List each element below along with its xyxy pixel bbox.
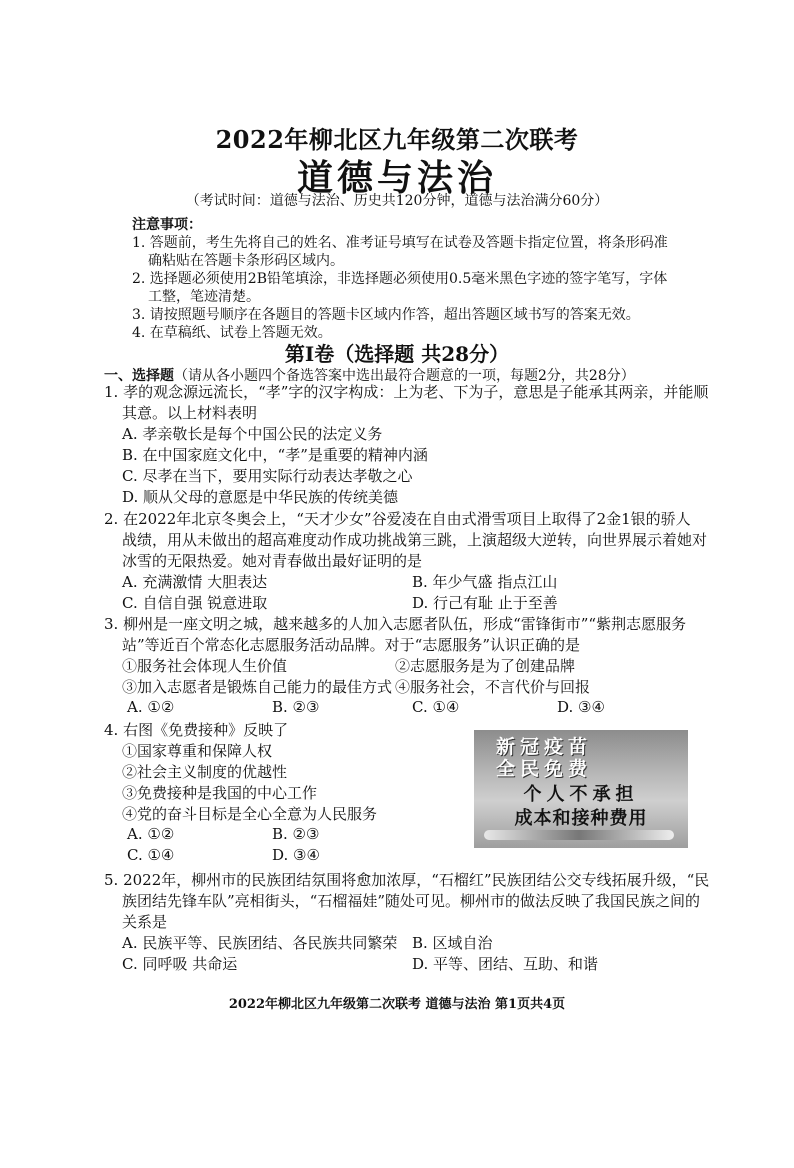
question-5-stem: 族团结先锋车队”亮相街头，“石榴福娃”随处可见。柳州市的做法反映了我国民族之间的 <box>122 892 701 910</box>
notice-line: 1. 答题前，考生先将自己的姓名、准考证号填写在试卷及答题卡指定位置，将条形码准 <box>132 235 668 251</box>
exam-info: （考试时间：道德与法治、历史共120分钟，道德与法治满分60分） <box>185 193 609 209</box>
page-footer: 2022年柳北区九年级第二次联考 道德与法治 第1页共4页 <box>228 997 566 1012</box>
notice-line: 确粘贴在答题卡条形码区域内。 <box>148 253 344 269</box>
question-5-stem: 5. 2022年，柳州市的民族团结氛围将愈加浓厚，“石榴红”民族团结公交专线拓展升级，“民 <box>104 871 710 889</box>
notice-line: 3. 请按照题号顺序在各题目的答题卡区域内作答，超出答题区域书写的答案无效。 <box>132 307 640 323</box>
poster-line-1: 新冠疫苗 <box>496 736 593 758</box>
question-4-item-4: ④党的奋斗目标是全心全意为人民服务 <box>122 805 378 823</box>
question-2-option-c: C. 自信自强 锐意进取 <box>122 594 268 612</box>
poster-line-3: 个人不承担 <box>523 784 639 805</box>
part-label: 一、选择题 <box>104 368 174 384</box>
question-3-item-1: ①服务社会体现人生价值 <box>122 657 288 675</box>
question-1-option-c: C. 尽孝在当下，要用实际行动表达孝敬之心 <box>122 467 413 485</box>
notice-heading: 注意事项： <box>132 217 202 233</box>
syringe-image <box>484 830 674 840</box>
question-5-option-d: D. 平等、团结、互助、和谐 <box>412 955 599 973</box>
section-title: 第Ⅰ卷（选择题 共28分） <box>284 342 510 366</box>
question-3-option-d: D. ③④ <box>557 698 605 716</box>
question-3-item-2: ②志愿服务是为了创建品牌 <box>395 657 576 675</box>
question-1-stem: 1. 孝的观念源远流长，“孝”字的汉字构成：上为老、下为子，意思是子能承其两亲，并能顺 <box>104 383 709 401</box>
question-2-stem: 2. 在2022年北京冬奥会上，“天才少女”谷爱凌在自由式滑雪项目上取得了2金1银的骄人 <box>104 510 691 528</box>
question-3-stem: 3. 柳州是一座文明之城，越来越多的人加入志愿者队伍，形成“雷锋街市”“紫荆志愿服务 <box>104 615 687 633</box>
question-3-item-3: ③加入志愿者是锻炼自己能力的最佳方式 <box>122 678 393 696</box>
question-3-stem: 站”等近百个常态化志愿服务活动品牌。对于“志愿服务”认识正确的是 <box>122 636 581 654</box>
question-3-option-a: A. ①② <box>127 698 175 716</box>
question-4-item-1: ①国家尊重和保障人权 <box>122 742 273 760</box>
poster-line-4: 成本和接种费用 <box>514 808 648 829</box>
question-4-item-3: ③免费接种是我国的中心工作 <box>122 784 318 802</box>
free-vaccination-poster <box>474 730 688 848</box>
question-3-item-4: ④服务社会，不言代价与回报 <box>395 678 591 696</box>
notice-line: 4. 在草稿纸、试卷上答题无效。 <box>132 325 332 341</box>
question-4-item-2: ②社会主义制度的优越性 <box>122 763 288 781</box>
question-2-option-b: B. 年少气盛 指点江山 <box>412 573 558 591</box>
question-1-stem: 其意。以上材料表明 <box>122 404 258 422</box>
question-3-option-b: B. ②③ <box>272 698 320 716</box>
question-5-stem: 关系是 <box>122 913 168 931</box>
question-2-stem: 战绩，用从未做出的超高难度动作成功挑战第三跳，上演超级大逆转，向世界展示着她对 <box>122 531 708 549</box>
question-4-option-c: C. ①④ <box>127 846 175 864</box>
notice-line: 2. 选择题必须使用2B铅笔填涂，非选择题必须使用0.5毫米黑色字迹的签字笔写，字体 <box>132 271 668 287</box>
subject-title: 道德与法治 <box>296 157 497 199</box>
question-5-option-b: B. 区域自治 <box>412 934 493 952</box>
question-1-option-a: A. 孝亲敬长是每个中国公民的法定义务 <box>122 425 383 443</box>
question-4-option-b: B. ②③ <box>272 825 320 843</box>
question-5-option-c: C. 同呼吸 共命运 <box>122 955 238 973</box>
question-4-option-d: D. ③④ <box>272 846 320 864</box>
question-4-stem: 4. 右图《免费接种》反映了 <box>104 721 289 739</box>
poster-line-2: 全民免费 <box>496 758 593 780</box>
question-1-option-d: D. 顺从父母的意愿是中华民族的传统美德 <box>122 488 399 506</box>
part-description: （请从各小题四个备选答案中选出最符合题意的一项，每题2分，共28分） <box>174 368 635 384</box>
question-2-stem: 冰雪的无限热爱。她对青春做出最好证明的是 <box>122 552 423 570</box>
question-2-option-a: A. 充满激情 大胆表达 <box>122 573 268 591</box>
question-4-option-a: A. ①② <box>127 825 175 843</box>
question-2-option-d: D. 行己有耻 止于至善 <box>412 594 558 612</box>
question-5-option-a: A. 民族平等、民族团结、各民族共同繁荣 <box>122 934 398 952</box>
notice-line: 工整，笔迹清楚。 <box>148 289 260 305</box>
question-1-option-b: B. 在中国家庭文化中，“孝”是重要的精神内涵 <box>122 446 428 464</box>
exam-title: 2022年柳北区九年级第二次联考 <box>215 125 579 154</box>
question-3-option-c: C. ①④ <box>412 698 460 716</box>
